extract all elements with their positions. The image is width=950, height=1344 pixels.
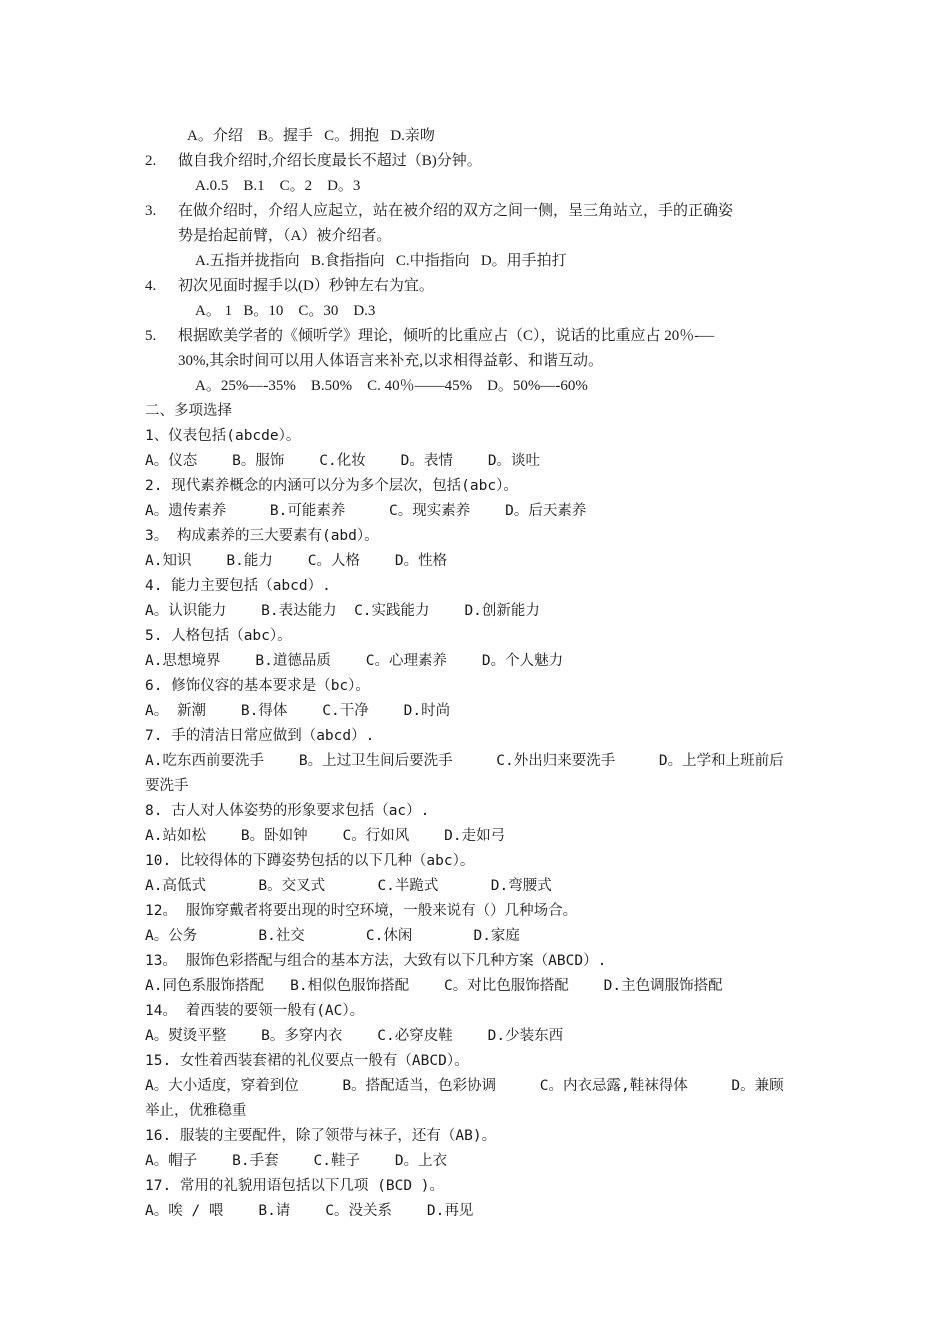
q5-options: A。25%—-35% B.50% C. 40％——45% D。50%—-60% [195, 378, 588, 394]
mc-line: A。唉 / 喂 B.请 C。没关系 D.再见 [145, 1203, 474, 1219]
mc-line: 5. 人格包括（abc）。 [145, 628, 292, 644]
mc-line: 要洗手 [145, 778, 189, 794]
mc-line: A。帽子 B.手套 C.鞋子 D。上衣 [145, 1153, 448, 1169]
q5-text-line2: 30%,其余时间可以用人体语言来补充,以求相得益彰、和谐互动。 [178, 353, 603, 369]
mc-line: A.高低式 B。交叉式 C.半跪式 D.弯腰式 [145, 878, 552, 894]
mc-line: A。仪态 B。服饰 C.化妆 D。表情 D。谈吐 [145, 453, 541, 469]
mc-line: 13。 服饰色彩搭配与组合的基本方法，大致有以下几种方案（ABCD）. [145, 953, 607, 969]
q5-text-line1: 根据欧美学者的《倾听学》理论，倾听的比重应占（C），说话的比重应占 20％-— [178, 328, 715, 344]
q2-text: 做自我介绍时,介绍长度最长不超过（B)分钟。 [178, 153, 482, 169]
mc-line: A.站如松 B。卧如钟 C。行如风 D.走如弓 [145, 828, 506, 844]
mc-line: A.吃东西前要洗手 B。上过卫生间后要洗手 C.外出归来要洗手 D。上学和上班前后 [145, 753, 784, 769]
mc-line: A。熨烫平整 B。多穿内衣 C.必穿皮鞋 D.少装东西 [145, 1028, 564, 1044]
section-heading-multiple-choice: 二、多项选择 [145, 403, 232, 419]
mc-line: A。大小适度，穿着到位 B。搭配适当，色彩协调 C。内衣忌露,鞋袜得体 D。兼顾 [145, 1078, 784, 1094]
mc-line: A。遗传素养 B.可能素养 C。现实素养 D。后天素养 [145, 503, 587, 519]
mc-line: 7. 手的清洁日常应做到（abcd）. [145, 728, 375, 744]
mc-line: A。认识能力 B.表达能力 C.实践能力 D.创新能力 [145, 603, 540, 619]
mc-line: 4. 能力主要包括（abcd）. [145, 578, 331, 594]
q1-options: A。介绍 B。握手 C。拥抱 D.亲吻 [187, 128, 435, 144]
mc-line: 举止，优雅稳重 [145, 1103, 247, 1119]
mc-line: 3。 构成素养的三大要素有(abd）。 [145, 528, 379, 544]
q4-number: 4. [145, 278, 157, 294]
mc-line: 2. 现代素养概念的内涵可以分为多个层次，包括(abc）。 [145, 478, 518, 494]
q3-text-line2: 势是抬起前臂，（A）被介绍者。 [178, 228, 392, 244]
mc-line: A。公务 B.社交 C.休闲 D.家庭 [145, 928, 520, 944]
mc-line: 14。 着西装的要领一般有(AC）。 [145, 1003, 365, 1019]
q3-number: 3. [145, 203, 157, 219]
q3-text-line1: 在做介绍时，介绍人应起立，站在被介绍的双方之间一侧，呈三角站立，手的正确姿 [178, 203, 734, 219]
mc-line: 16. 服装的主要配件，除了领带与袜子，还有（AB)。 [145, 1128, 497, 1144]
q4-text: 初次见面时握手以(D）秒钟左右为宜。 [178, 278, 434, 294]
mc-line: 12。 服饰穿戴者将要出现的时空环境，一般来说有（）几种场合。 [145, 903, 578, 919]
mc-line: 6. 修饰仪容的基本要求是（bc）。 [145, 678, 370, 694]
q2-number: 2. [145, 153, 157, 169]
mc-line: 8. 古人对人体姿势的形象要求包括（ac）. [145, 803, 430, 819]
mc-line: A.同色系服饰搭配 B.相似色服饰搭配 C。对比色服饰搭配 D.主色调服饰搭配 [145, 978, 723, 994]
mc-line: 15. 女性着西装套裙的礼仪要点一般有（ABCD）。 [145, 1053, 469, 1069]
mc-line: A。 新潮 B.得体 C.干净 D.时尚 [145, 703, 451, 719]
mc-line: 10. 比较得体的下蹲姿势包括的以下几种（abc）。 [145, 853, 475, 869]
mc-line: 17. 常用的礼貌用语包括以下几项 (BCD )。 [145, 1178, 445, 1194]
mc-line: A.知识 B.能力 C。人格 D。性格 [145, 553, 448, 569]
q2-options: A.0.5 B.1 C。2 D。3 [195, 178, 361, 194]
q3-options: A.五指并拢指向 B.食指指向 C.中指指向 D。用手拍打 [195, 253, 567, 269]
q4-options: A。 1 B。10 C。30 D.3 [195, 303, 376, 319]
q5-number: 5. [145, 328, 157, 344]
mc-line: A.思想境界 B.道德品质 C。心理素养 D。个人魅力 [145, 653, 564, 669]
mc-line: 1、仪表包括(abcde）。 [145, 428, 301, 444]
